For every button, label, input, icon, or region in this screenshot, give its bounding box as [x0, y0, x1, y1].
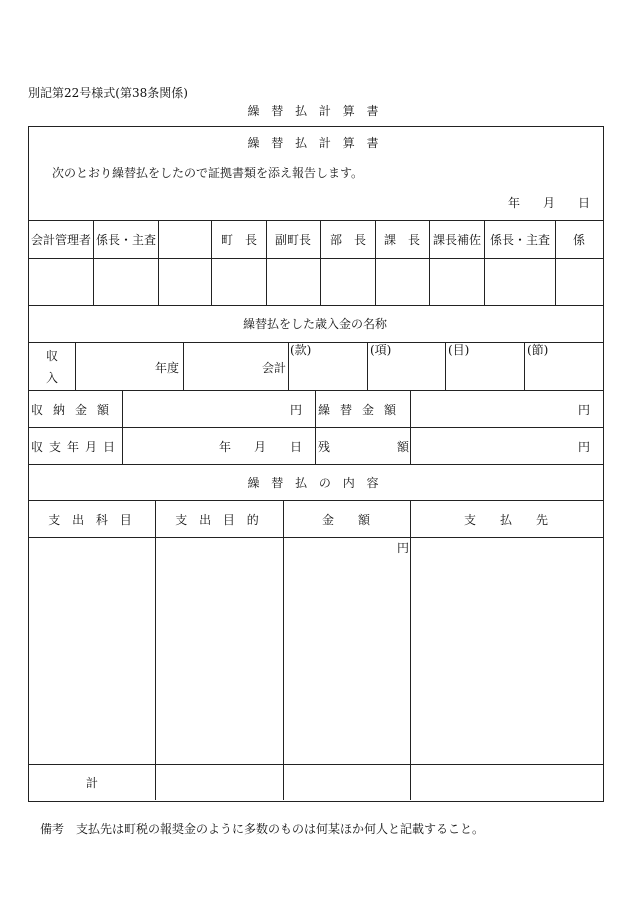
approver-mayor: 町 長 — [220, 233, 258, 247]
form-number: 別記第22号様式(第38条関係) — [28, 86, 188, 100]
col-divider — [429, 220, 430, 305]
col-divider — [375, 220, 376, 305]
balance-unit: 円 — [578, 440, 591, 454]
col-divider — [555, 220, 556, 305]
receipt-label-bottom: 入 — [46, 371, 59, 385]
balance-label-1: 残 — [318, 440, 331, 454]
approver-assistant-head: 課長補佐 — [432, 233, 482, 247]
approver-accounting-manager: 会計管理者 — [30, 233, 92, 247]
col-divider — [93, 220, 94, 305]
receipt-date-month: 月 — [254, 440, 267, 454]
row-divider — [28, 537, 603, 538]
amount-unit: 円 — [397, 541, 410, 555]
col-divider — [484, 220, 485, 305]
col-divider — [158, 220, 159, 305]
col-payee: 支 払 先 — [463, 513, 549, 527]
replaced-amount-unit: 円 — [578, 403, 591, 417]
receipt-date-year: 年 — [219, 440, 232, 454]
col-divider — [445, 342, 446, 390]
balance-label-2: 額 — [397, 440, 410, 454]
approver-dept-head: 部 長 — [329, 233, 367, 247]
kan-label: (款) — [290, 343, 312, 357]
note-text: 支払先は町税の報奨金のように多数のものは何某ほか何人と記載すること。 — [76, 822, 485, 836]
col-divider — [211, 220, 212, 305]
col-expense-item: 支 出 科 目 — [48, 513, 136, 527]
receipt-date-label: 収支年月日 — [31, 440, 122, 454]
revenue-section-title: 繰替払をした歳入金の名称 — [242, 317, 388, 331]
row-divider — [28, 764, 603, 765]
col-divider — [315, 390, 316, 464]
account-label: 会計 — [262, 361, 287, 375]
date-year-label: 年 — [508, 196, 521, 210]
report-statement: 次のとおり繰替払をしたので証拠書類を添え報告します。 — [52, 166, 364, 180]
receipt-date-day: 日 — [290, 440, 303, 454]
col-divider — [155, 500, 156, 800]
total-label: 計 — [85, 776, 99, 790]
col-divider — [524, 342, 525, 390]
fiscal-year-label: 年度 — [155, 361, 180, 375]
note-label: 備考 — [40, 822, 65, 836]
approver-staff: 係 — [572, 233, 586, 247]
document-title: 繰 替 払 計 算 書 — [247, 104, 383, 118]
receipt-label-top: 収 — [46, 349, 59, 363]
moku-label: (目) — [448, 343, 470, 357]
date-month-label: 月 — [543, 196, 556, 210]
col-amount: 金 額 — [321, 513, 371, 527]
form-title: 繰 替 払 計 算 書 — [247, 136, 383, 150]
col-divider — [75, 342, 76, 390]
col-divider — [266, 220, 267, 305]
row-divider — [28, 258, 603, 259]
collected-amount-label: 収納金額 — [31, 403, 120, 417]
col-divider — [367, 342, 368, 390]
collected-amount-unit: 円 — [290, 403, 303, 417]
approver-section-head: 課 長 — [383, 233, 421, 247]
row-divider — [28, 342, 603, 343]
row-divider — [28, 464, 603, 465]
content-title: 繰 替 払 の 内 容 — [247, 476, 383, 490]
row-divider — [28, 305, 603, 306]
col-divider — [320, 220, 321, 305]
col-divider — [288, 342, 289, 390]
approver-chief: 係長・主査 — [95, 233, 157, 247]
approver-deputy-mayor: 副町長 — [274, 233, 312, 247]
col-divider — [410, 390, 411, 464]
replaced-amount-label: 繰替金額 — [318, 403, 407, 417]
approver-chief-2: 係長・主査 — [489, 233, 551, 247]
setsu-label: (節) — [527, 343, 549, 357]
col-divider — [122, 390, 123, 464]
col-divider — [183, 342, 184, 390]
kou-label: (項) — [370, 343, 392, 357]
col-expense-purpose: 支 出 目 的 — [175, 513, 263, 527]
col-divider — [283, 500, 284, 800]
date-day-label: 日 — [578, 196, 591, 210]
col-divider — [410, 500, 411, 800]
row-divider — [28, 220, 603, 221]
row-divider — [28, 500, 603, 501]
